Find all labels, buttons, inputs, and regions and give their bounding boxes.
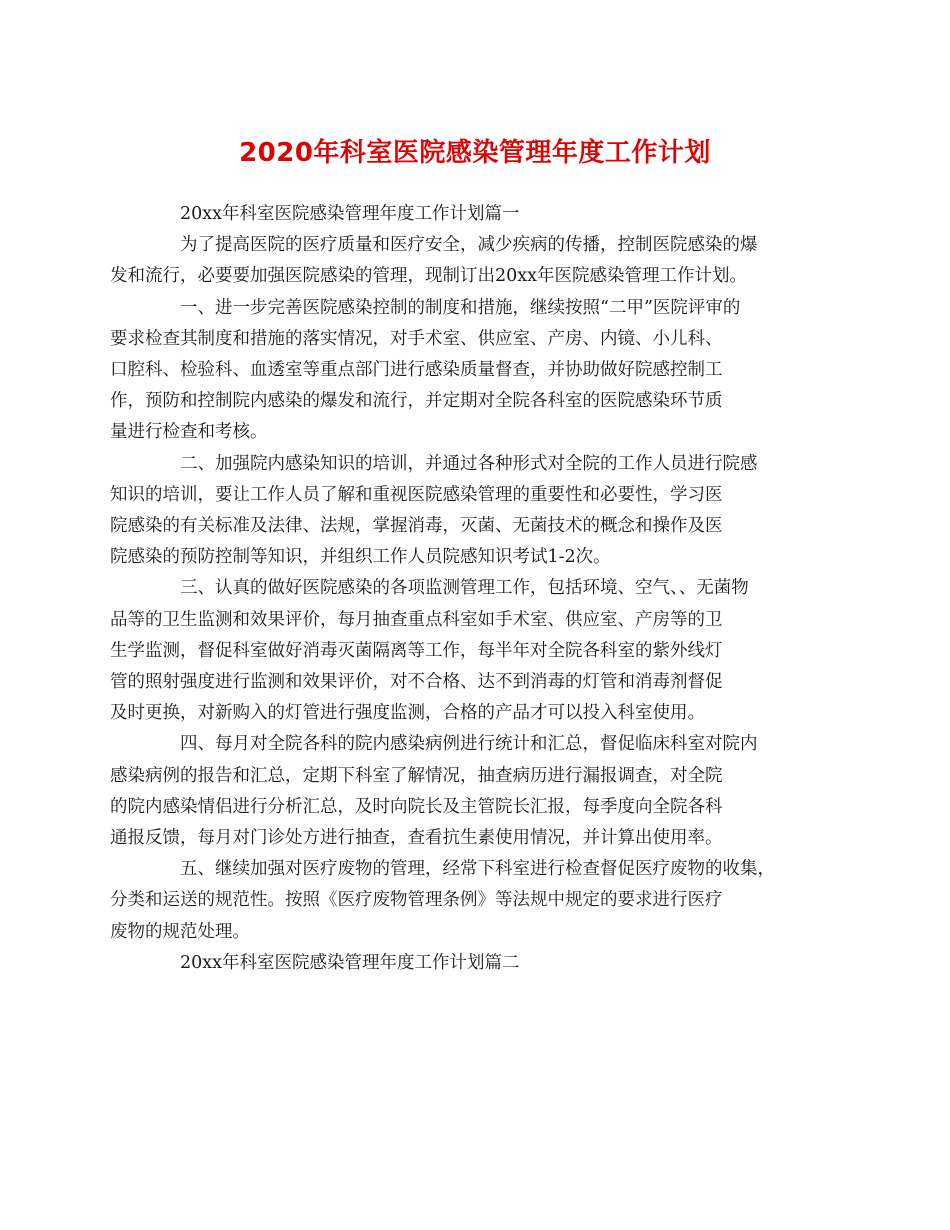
text-line: 分类和运送的规范性。按照《医疗废物管理条例》等法规中规定的要求进行医疗 [110, 890, 723, 911]
text-line: 一、进一步完善医院感染控制的制度和措施，继续按照“二甲”医院评审的 [180, 297, 741, 318]
paragraph-item-2 [110, 449, 813, 574]
paragraph-item-3 [110, 573, 813, 729]
text-line: 量进行检查和考核。 [110, 422, 268, 443]
text-line: 要求检查其制度和措施的落实情况，对手术室、供应室、产房、内镜、小儿科、 [110, 328, 723, 349]
section-heading-1 [145, 199, 813, 230]
text-line: 及时更换，对新购入的灯管进行强度监测，合格的产品才可以投入科室使用。 [110, 703, 705, 724]
text-line: 院感染的有关标准及法律、法规，掌握消毒，灭菌、无菌技术的概念和操作及医 [110, 516, 723, 537]
text-line: 三、认真的做好医院感染的各项监测管理工作，包括环境、空气、、无菌物 [180, 578, 749, 599]
text-line: 五、继续加强对医疗废物的管理，经常下科室进行检查督促医疗废物的收集， [180, 859, 775, 880]
paragraph-item-4 [110, 729, 813, 854]
text-line: 品等的卫生监测和效果评价，每月抽查重点科室如手术室、供应室、产房等的卫 [110, 609, 723, 630]
text-line: 四、每月对全院各科的院内感染病例进行统计和汇总，督促临床科室对院内 [180, 734, 758, 755]
text-line: 20xx年科室医院感染管理年度工作计划篇一 [180, 204, 520, 224]
text-line: 的院内感染情侣进行分析汇总，及时向院长及主管院长汇报，每季度向全院各科 [110, 796, 723, 817]
text-line: 感染病例的报告和汇总，定期下科室了解情况，抽查病历进行漏报调查，对全院 [110, 765, 723, 786]
text-line: 生学监测，督促科室做好消毒灭菌隔离等工作，每半年对全院各科室的紫外线灯 [110, 640, 723, 661]
document-body [110, 199, 813, 979]
text-line: 废物的规范处理。 [110, 921, 250, 942]
text-line: 作，预防和控制院内感染的爆发和流行，并定期对全院各科室的医院感染环节质 [110, 391, 723, 412]
text-line: 知识的培训，要让工作人员了解和重视医院感染管理的重要性和必要性，学习医 [110, 484, 723, 505]
section-heading-2 [145, 948, 813, 979]
document-title: 2020年科室医院感染管理年度工作计划 [239, 138, 711, 168]
text-line: 院感染的预防控制等知识，并组织工作人员院感知识考试1-2次。 [110, 547, 611, 568]
text-line: 发和流行，必要要加强医院感染的管理，现制订出20xx年医院感染管理工作计划。 [110, 266, 748, 287]
text-line: 口腔科、检验科、血透室等重点部门进行感染质量督查，并协助做好院感控制工 [110, 360, 723, 381]
paragraph-item-1 [110, 293, 813, 449]
text-line: 20xx年科室医院感染管理年度工作计划篇二 [180, 952, 520, 973]
paragraph-intro [110, 230, 813, 292]
text-line: 通报反馈，每月对门诊处方进行抽查，查看抗生素使用情况，并计算出使用率。 [110, 828, 723, 849]
text-line: 二、加强院内感染知识的培训，并通过各种形式对全院的工作人员进行院感 [180, 453, 758, 474]
paragraph-item-5 [110, 854, 813, 948]
text-line: 为了提高医院的医疗质量和医疗安全，减少疾病的传播，控制医院感染的爆 [180, 235, 758, 256]
text-line: 管的照射强度进行监测和效果评价，对不合格、达不到消毒的灯管和消毒剂督促 [110, 672, 723, 693]
